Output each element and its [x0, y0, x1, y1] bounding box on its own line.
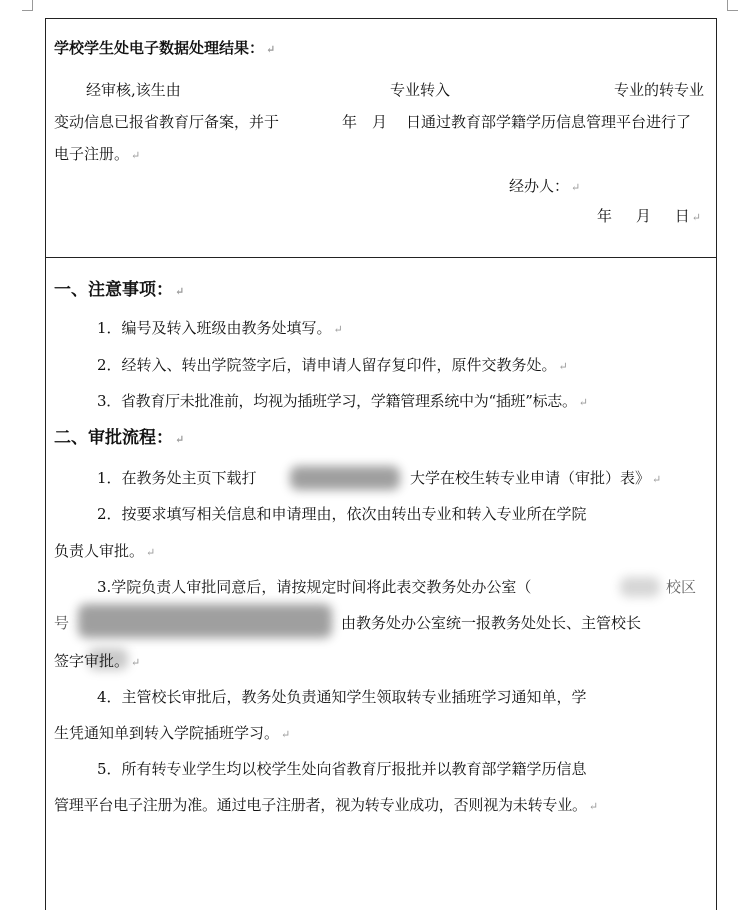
notes-item: 2．经转入、转出学院签字后，请申请人留存复印件，原件交教务处。 ↵ — [97, 356, 568, 374]
redaction-smudge — [290, 466, 400, 490]
result-line-3: 电子注册。 ↵ — [54, 145, 141, 163]
process-item-4a: 4．主管校长审批后，教务处负责通知学生领取转专业插班学习通知单，学 — [97, 688, 587, 706]
result-line-1c: 专业的转专业 — [614, 81, 705, 99]
result-line-2-month: 月 — [372, 113, 388, 131]
process-item-5a: 5．所有转专业学生均以校学生处向省教育厅报批并以教育部学籍学历信息 — [97, 760, 587, 778]
process-item-3a: 3.学院负责人审批同意后，请按规定时间将此表交教务处办公室（ — [97, 578, 532, 596]
result-line-2a: 变动信息已报省教育厅备案，并于 — [54, 113, 280, 131]
table-row-divider — [45, 257, 717, 258]
handler-label: 经办人： ↵ — [509, 177, 581, 195]
process-item-2a: 2．按要求填写相关信息和申请理由，依次由转出专业和转入专业所在学院 — [97, 505, 587, 523]
result-line-1b: 专业转入 — [390, 81, 451, 99]
process-item-3c: 签字审批。 ↵ — [54, 652, 141, 670]
handler-date: 年 月 日 ↵ — [597, 207, 701, 225]
notes-item: 1．编号及转入班级由教务处填写。 ↵ — [97, 319, 343, 337]
process-item-4b: 生凭通知单到转入学院插班学习。 ↵ — [54, 724, 291, 742]
table-left-border — [45, 18, 46, 910]
page-corner-mark — [22, 0, 33, 11]
process-item-3b1: 号 — [54, 614, 70, 632]
redaction-smudge — [78, 604, 332, 638]
result-line-2-year: 年 — [342, 113, 358, 131]
result-line-2b: 日通过教育部学籍学历信息管理平台进行了 — [406, 113, 692, 131]
table-right-border — [716, 18, 717, 910]
notes-item: 3．省教育厅未批准前，均视为插班学习，学籍管理系统中为“插班”标志。 ↵ — [97, 392, 588, 410]
process-item-2b: 负责人审批。 ↵ — [54, 542, 156, 560]
process-item-5b: 管理平台电子注册为准。通过电子注册者，视为转专业成功，否则视为未转专业。 ↵ — [54, 796, 598, 814]
redaction-smudge — [620, 577, 660, 597]
process-item-1b: 大学在校生转专业申请（审批）表》 ↵ — [410, 469, 662, 487]
process-item-1a: 1．在教务处主页下载打 — [97, 469, 257, 487]
process-item-3a-campus: 校区 — [666, 578, 697, 596]
process-heading: 二、审批流程： ↵ — [54, 428, 185, 448]
notes-heading: 一、注意事项： ↵ — [54, 280, 185, 300]
result-title: 学校学生处电子数据处理结果： ↵ — [54, 39, 276, 57]
process-item-3b2: 由教务处办公室统一报教务处处长、主管校长 — [341, 614, 642, 632]
result-line-1a: 经审核,该生由 — [86, 81, 181, 99]
table-top-border — [45, 18, 717, 19]
page-corner-mark — [727, 0, 738, 11]
